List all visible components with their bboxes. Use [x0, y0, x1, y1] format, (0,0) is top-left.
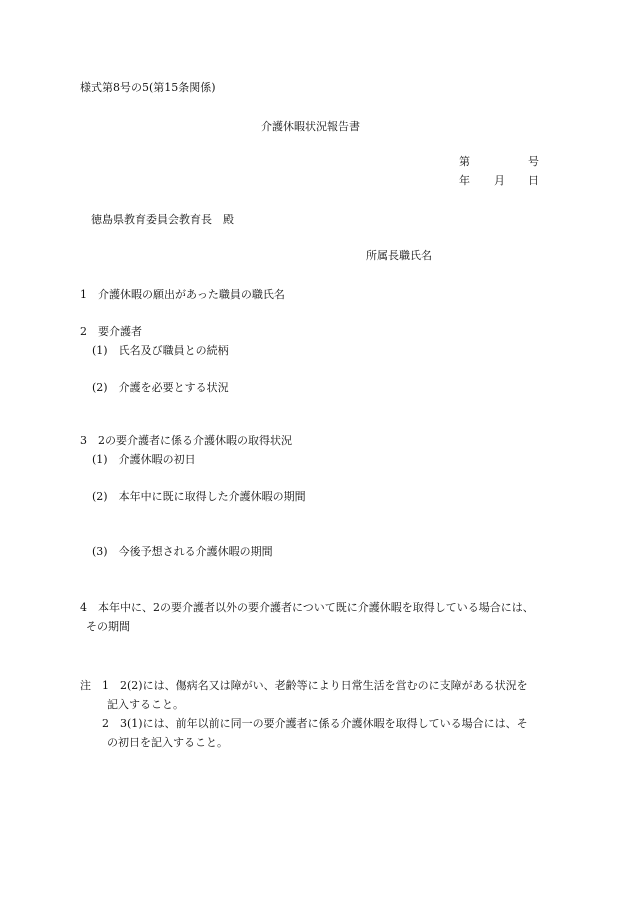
- note-2-line-1: 2 3(1)には、前年以前に同一の要介護者に係る介護休暇を取得している場合には、そ: [102, 717, 528, 730]
- section-3-item-1: (1) 介護休暇の初日: [92, 453, 196, 466]
- section-2-item-1: (1) 氏名及び職員との続柄: [92, 344, 229, 357]
- form-label: 様式第8号の5(第15条関係): [80, 81, 216, 94]
- addressee: 徳島県教育委員会教育長 殿: [91, 213, 234, 226]
- doc-number-suffix: 号: [528, 155, 539, 168]
- section-4-line-1: 4 本年中に、2の要介護者以外の要介護者について既に介護休暇を取得している場合には、: [80, 601, 534, 614]
- note-2-line-2: の初日を記入すること。: [107, 736, 228, 749]
- date-month: 月: [494, 174, 505, 187]
- submitter-name-label: 所属長職氏名: [366, 249, 432, 262]
- section-2-heading: 2 要介護者: [80, 325, 142, 338]
- note-1-line-2: 記入すること。: [107, 698, 184, 711]
- date-year: 年: [459, 174, 470, 187]
- section-3-heading: 3 2の要介護者に係る介護休暇の取得状況: [80, 434, 292, 447]
- section-4-line-2: その期間: [86, 620, 130, 633]
- section-2-item-2: (2) 介護を必要とする状況: [92, 381, 229, 394]
- section-3-item-3: (3) 今後予想される介護休暇の期間: [92, 545, 273, 558]
- note-1-line-1: 注 1 2(2)には、傷病名又は障がい、老齢等により日常生活を営むのに支障がある状況を: [80, 679, 528, 692]
- section-1: 1 介護休暇の願出があった職員の職氏名: [80, 288, 285, 301]
- section-3-item-2: (2) 本年中に既に取得した介護休暇の期間: [92, 490, 306, 503]
- date-day: 日: [528, 174, 539, 187]
- doc-number-prefix: 第: [459, 155, 470, 168]
- page-title: 介護休暇状況報告書: [261, 120, 360, 133]
